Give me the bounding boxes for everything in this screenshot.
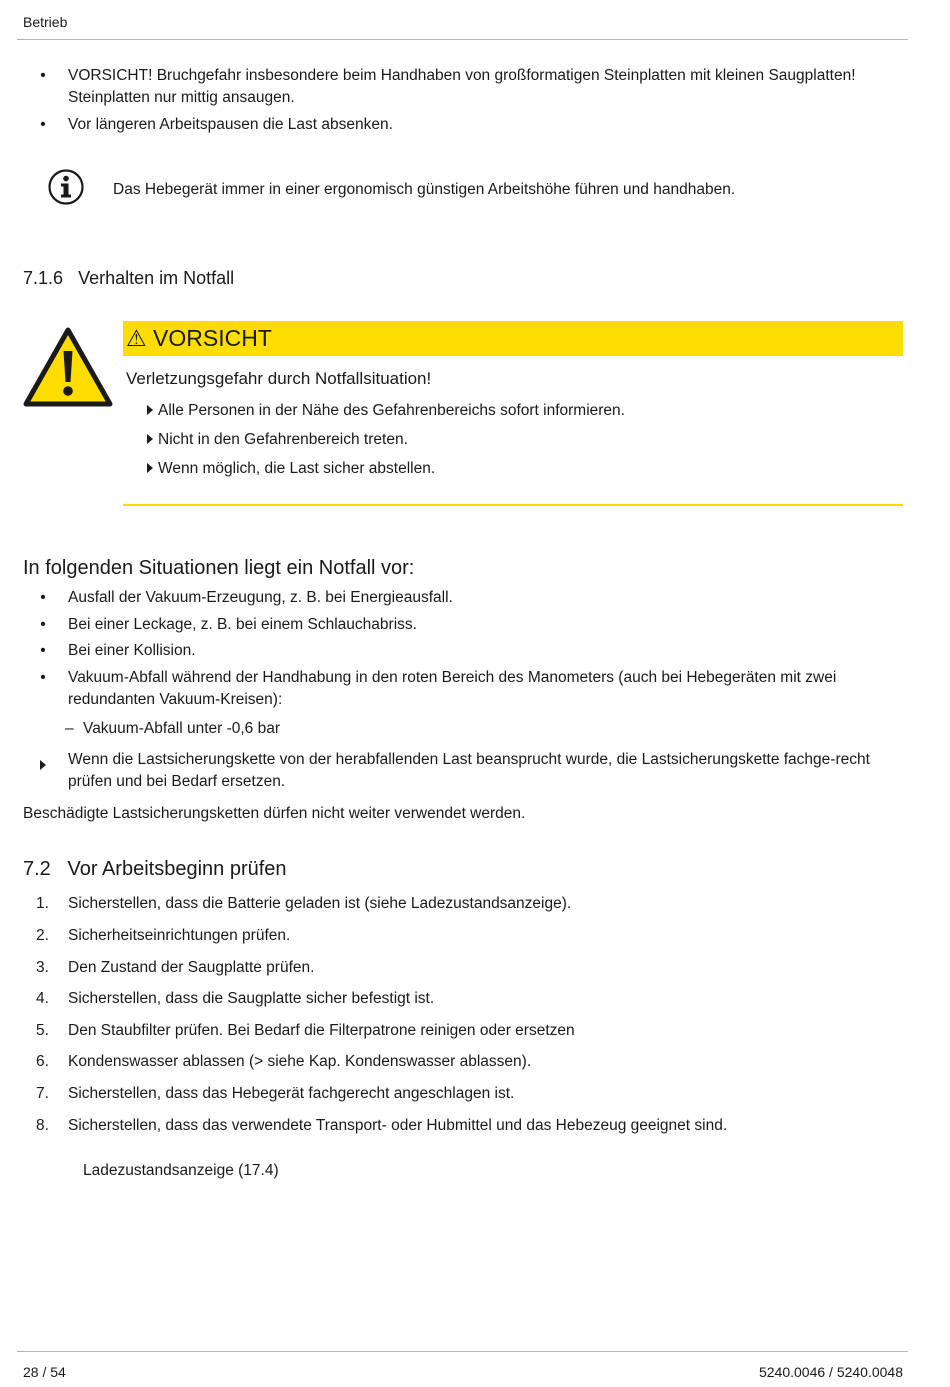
warning-bottom-rule: [123, 504, 903, 506]
arrow-right-icon: [147, 463, 153, 473]
arrow-right-icon: [40, 760, 46, 770]
header-section-title: Betrieb: [23, 14, 68, 30]
sub-list-item: – Vakuum-Abfall unter -0,6 bar: [65, 720, 281, 737]
list-item: • Vor längeren Arbeitspausen die Last absenken.: [36, 114, 896, 136]
footer-divider: [17, 1351, 908, 1352]
section-heading: [23, 268, 234, 289]
header-divider: [17, 39, 908, 40]
section-title: Verhalten im Notfall: [78, 268, 235, 288]
info-note-text: Das Hebegerät immer in einer ergonomisch günstigen Arbeitshöhe führen und handhaben.: [113, 181, 736, 198]
page-number: 28 / 54: [23, 1364, 66, 1380]
step-item: 6. Kondenswasser ablassen (> siehe Kap. Kondenswasser ablassen).: [36, 1053, 532, 1070]
list-item: • VORSICHT! Bruchgefahr insbesondere beim Handhaben von großformatigen Steinplatten mit kleinen Saugplatten! Steinplatten nur mittig ansaugen.: [36, 65, 896, 109]
warning-symbol: ⚠: [126, 325, 147, 351]
emergency-heading: In folgenden Situationen liegt ein Notfall vor:: [23, 557, 415, 579]
bullet-text: Vor längeren Arbeitspausen die Last absenken.: [68, 116, 393, 133]
step-item: 1. Sicherstellen, dass die Batterie geladen ist (siehe Ladezustandsanzeige).: [36, 895, 572, 912]
list-item: • Bei einer Kollision.: [40, 642, 196, 659]
step-item: 5. Den Staubfilter prüfen. Bei Bedarf die Filterpatrone reinigen oder ersetzen: [36, 1022, 575, 1039]
warning-title: ⚠ VORSICHT: [126, 325, 272, 351]
step-item: 4. Sicherstellen, dass die Saugplatte sicher befestigt ist.: [36, 990, 435, 1007]
warning-step: Wenn möglich, die Last sicher abstellen.: [147, 458, 435, 480]
list-item: • Bei einer Leckage, z. B. bei einem Schlauchabriss.: [40, 616, 417, 633]
cross-reference-link[interactable]: Ladezustandsanzeige (17.4): [83, 1162, 279, 1179]
warning-triangle-icon: [22, 326, 114, 408]
list-item: • Vakuum-Abfall während der Handhabung in den roten Bereich des Manometers (auch bei Hebegeräten mit zwei redundanten Vakuum-Kreisen):: [40, 669, 837, 708]
step-item: 3. Den Zustand der Saugplatte prüfen.: [36, 959, 315, 976]
warning-step: Alle Personen in der Nähe des Gefahrenbereichs sofort informieren.: [147, 400, 625, 422]
step-item: 2. Sicherheitseinrichtungen prüfen.: [36, 927, 291, 944]
warning-banner: [123, 321, 903, 356]
section-heading: [23, 858, 287, 881]
warning-step: Nicht in den Gefahrenbereich treten.: [147, 429, 408, 451]
step-item: 7. Sicherstellen, dass das Hebegerät fachgerecht angeschlagen ist.: [36, 1085, 515, 1102]
document-numbers: 5240.0046 / 5240.0048: [758, 1364, 903, 1380]
section-title: Vor Arbeitsbeginn prüfen: [67, 858, 287, 880]
section-number: 7.1.6: [23, 268, 64, 288]
bullet-text: VORSICHT! Bruchgefahr insbesondere beim Handhaben von großformatigen Steinplatten mit kleinen Saugplatten! Steinplatten nur mittig ansaugen.: [68, 67, 856, 106]
warning-hazard-text: Verletzungsgefahr durch Notfallsituation!: [126, 369, 432, 388]
emergency-note: Beschädigte Lastsicherungsketten dürfen nicht weiter verwendet werden.: [23, 805, 526, 822]
arrow-right-icon: [147, 405, 153, 415]
arrow-right-icon: [147, 434, 153, 444]
list-item: • Ausfall der Vakuum-Erzeugung, z. B. bei Energieausfall.: [40, 589, 453, 606]
step-item: 8. Sicherstellen, dass das verwendete Transport- oder Hubmittel und das Hebezeug geeignet sind.: [36, 1117, 728, 1134]
action-item: Wenn die Lastsicherungskette von der herabfallenden Last beansprucht wurde, die Lastsicherungskette fachge-recht prüfen und bei Bedarf ersetzen.: [36, 749, 896, 793]
section-number: 7.2: [23, 858, 51, 880]
info-icon: [47, 168, 85, 206]
